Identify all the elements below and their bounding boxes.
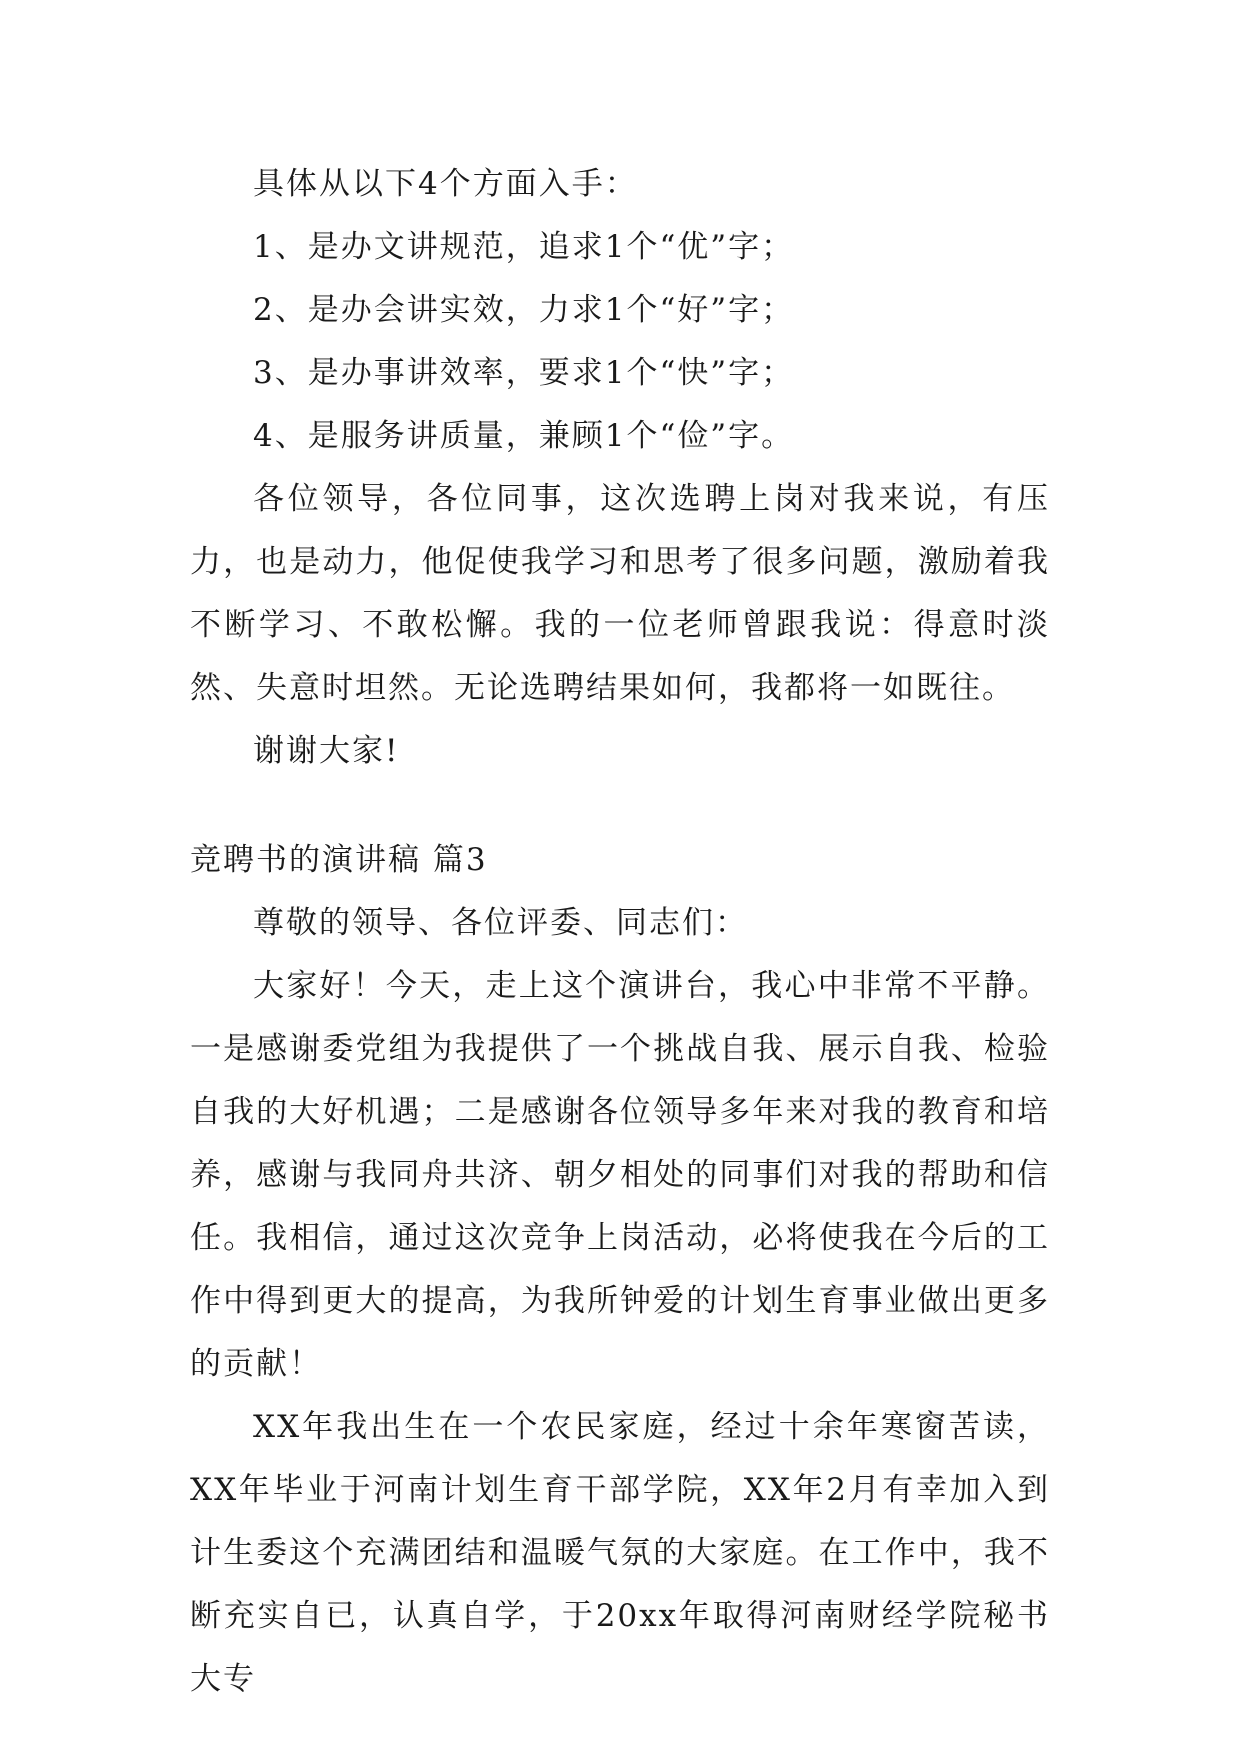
biography-paragraph: XX年我出生在一个农民家庭，经过十余年寒窗苦读，XX年毕业于河南计划生育干部学院，XX年2月有幸加入到计生委这个充满团结和温暖气氛的大家庭。在工作中，我不断充实自已，认真自学，于20xx年取得河南财经学院秘书大专 [190, 1409, 1050, 1697]
opening-paragraph: 大家好！今天，走上这个演讲台，我心中非常不平静。一是感谢委党组为我提供了一个挑战自我、展示自我、检验自我的大好机遇；二是感谢各位领导多年来对我的教育和培养，感谢与我同舟共济、朝夕相处的同事们对我的帮助和信任。我相信，通过这次竞争上岗活动，必将使我在今后的工作中得到更大的提高，为我所钟爱的计划生育事业做出更多的贡献！ [190, 968, 1050, 1382]
list-item-4: 4、是服务讲质量，兼顾1个“俭”字。 [253, 418, 795, 454]
section-title: 竞聘书的演讲稿 篇3 [190, 842, 488, 878]
document-page [190, 153, 1050, 1711]
list-item-3: 3、是办事讲效率，要求1个“快”字； [253, 355, 795, 391]
closing-paragraph: 各位领导，各位同事，这次选聘上岗对我来说，有压力，也是动力，他促使我学习和思考了很多问题，激励着我不断学习、不敢松懈。我的一位老师曾跟我说：得意时淡然、失意时坦然。无论选聘结果如何，我都将一如既往。 [190, 481, 1050, 706]
thanks-line: 谢谢大家! [253, 733, 400, 769]
intro-paragraph: 具体从以下4个方面入手： [253, 166, 638, 202]
list-item-2: 2、是办会讲实效，力求1个“好”字； [253, 292, 795, 328]
salutation: 尊敬的领导、各位评委、同志们： [253, 905, 748, 941]
list-item-1: 1、是办文讲规范，追求1个“优”字； [253, 229, 795, 265]
